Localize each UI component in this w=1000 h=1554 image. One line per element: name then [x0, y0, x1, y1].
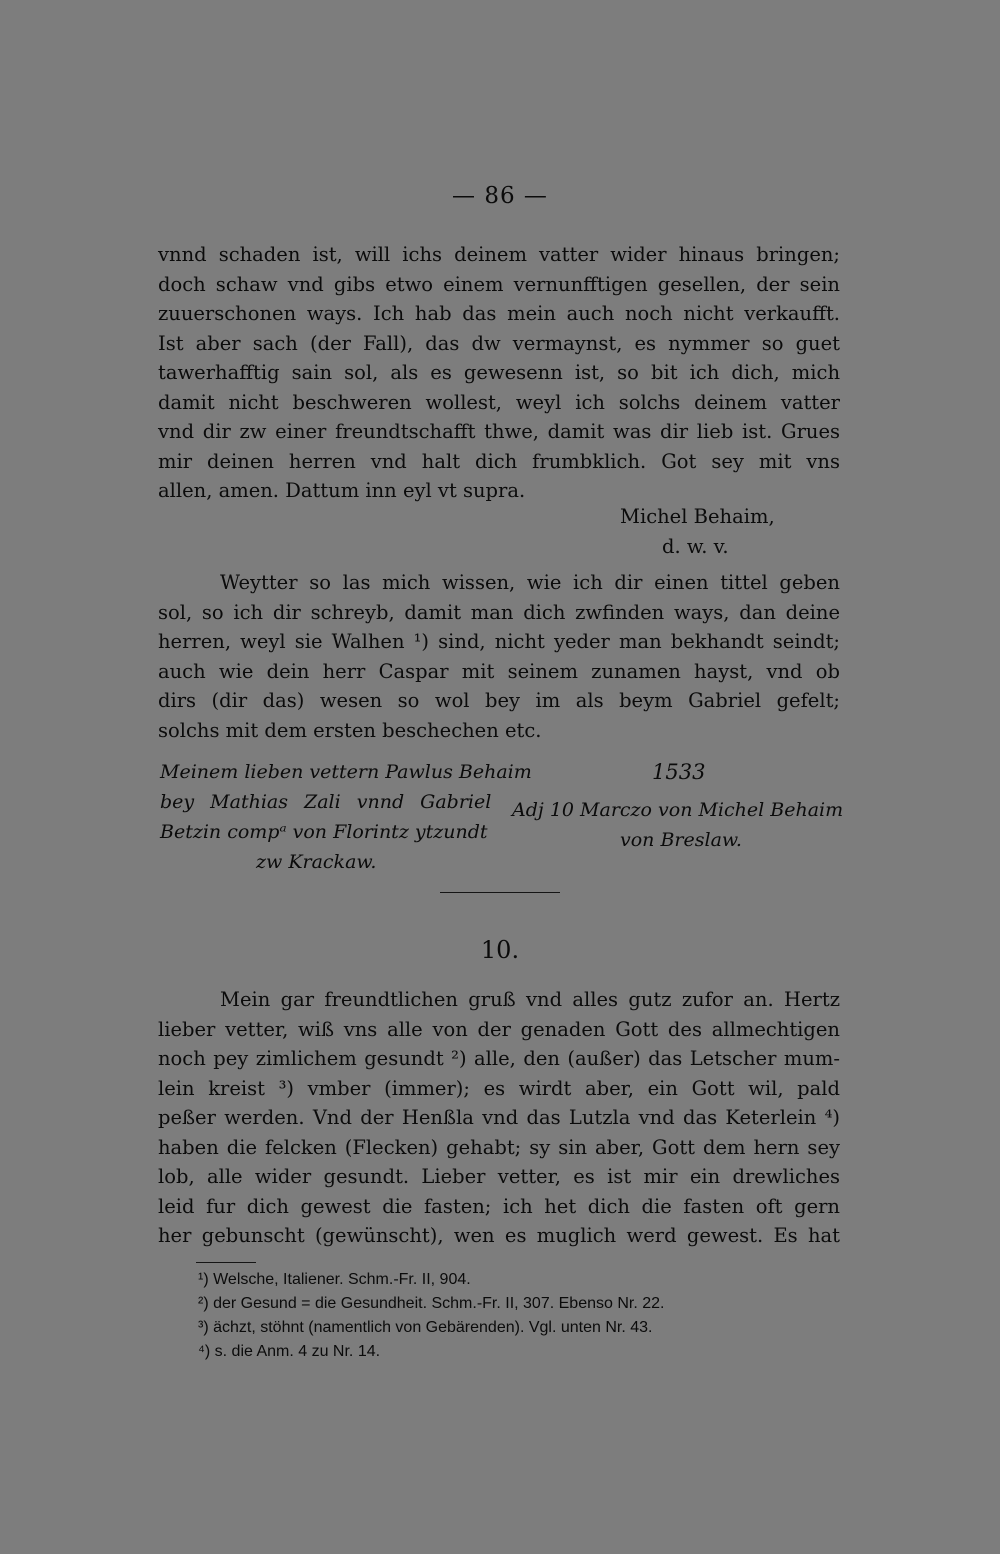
text-line: leid fur dich gewest die fasten; ich het dich die fasten oft gern — [158, 1194, 840, 1218]
text-line: vnnd schaden ist, will ichs deinem vatter wider hinaus bringen; — [158, 243, 840, 266]
letter-9-postscript — [158, 568, 840, 745]
signature-initials: d. w. v. — [662, 535, 729, 558]
footnote-rule — [196, 1262, 256, 1263]
text-line: lieber vetter, wiß vns alle von der genaden Gott des allmechtigen — [158, 1017, 840, 1041]
page-number: — 86 — — [452, 183, 548, 209]
footnote-3: ³) ächzt, stöhnt (namentlich von Gebärenden). Vgl. unten Nr. 43. — [198, 1319, 653, 1336]
address-right-line: Adj 10 Marczo von Michel Behaim — [512, 799, 844, 821]
text-line: allen, amen. Dattum inn eyl vt supra. — [158, 479, 526, 502]
section-number: 10. — [480, 936, 520, 964]
address-year: 1533 — [652, 760, 706, 784]
text-line: noch pey zimlichem gesundt ²) alle, den (außer) das Letscher mum- — [158, 1047, 840, 1070]
text-line: her gebunscht (gewünscht), wen es muglich werd gewest. Es hat — [158, 1224, 840, 1247]
text-line: herren, weyl sie Walhen ¹) sind, nicht yeder man bekhandt seindt; — [158, 630, 840, 653]
footnote-4: ⁴) s. die Anm. 4 zu Nr. 14. — [198, 1343, 381, 1360]
signature-name: Michel Behaim, — [620, 505, 775, 528]
text-line: Weytter so las mich wissen, wie ich dir einen tittel geben — [220, 571, 840, 594]
footnotes — [198, 1268, 858, 1364]
address-right-line: von Breslaw. — [620, 829, 742, 851]
text-line: sol, so ich dir schreyb, damit man dich zwfinden ways, dan deine — [158, 600, 840, 624]
text-line: peßer werden. Vnd der Henßla vnd das Lutzla vnd das Keterlein ⁴) — [158, 1106, 840, 1129]
footnote-2: ²) der Gesund = die Gesundheit. Schm.-Fr. II, 307. Ebenso Nr. 22. — [198, 1295, 665, 1312]
text-line: Mein gar freundtlichen gruß vnd alles gutz zufor an. Hertz — [220, 988, 840, 1011]
text-line: lob, alle wider gesundt. Lieber vetter, es ist mir ein drewliches — [158, 1165, 840, 1188]
text-line: solchs mit dem ersten beschechen etc. — [158, 718, 542, 742]
section-divider — [440, 892, 560, 893]
letter-9-body — [158, 240, 840, 506]
address-left-line: Meinem lieben vettern Pawlus Behaim — [160, 761, 532, 783]
text-line: zuuerschonen ways. Ich hab das mein auch noch nicht verkaufft. — [158, 302, 840, 325]
text-line: vnd dir zw einer freundtschafft thwe, damit was dir lieb ist. Grues — [158, 420, 840, 443]
footnote-1: ¹) Welsche, Italiener. Schm.-Fr. II, 904. — [198, 1271, 471, 1288]
text-line: tawerhafftig sain sol, als es gewesenn ist, so bit ich dich, mich — [158, 361, 840, 384]
text-line: lein kreist ³) vmber (immer); es wirdt aber, ein Gott wil, pald — [158, 1076, 840, 1100]
text-line: mir deinen herren vnd halt dich frumbklich. Got sey mit vns — [158, 449, 840, 473]
address-left-line: Betzin compᵃ von Florintz ytzundt — [160, 821, 488, 843]
letter-10-body — [158, 985, 840, 1251]
address-left-line: zw Krackaw. — [256, 851, 377, 873]
text-line: Ist aber sach (der Fall), das dw vermaynst, es nymmer so guet — [158, 331, 840, 355]
text-line: haben die felcken (Flecken) gehabt; sy sin aber, Gott dem hern sey — [158, 1135, 840, 1159]
text-line: doch schaw vnd gibs etwo einem vernunfftigen gesellen, der sein — [158, 272, 840, 296]
text-line: dirs (dir das) wesen so wol bey im als beym Gabriel gefelt; — [158, 689, 840, 712]
text-line: auch wie dein herr Caspar mit seinem zunamen hayst, vnd ob — [158, 659, 840, 683]
text-line: damit nicht beschweren wollest, weyl ich solchs deinem vatter — [158, 390, 840, 414]
address-left-line: bey Mathias Zali vnnd Gabriel — [160, 791, 492, 813]
